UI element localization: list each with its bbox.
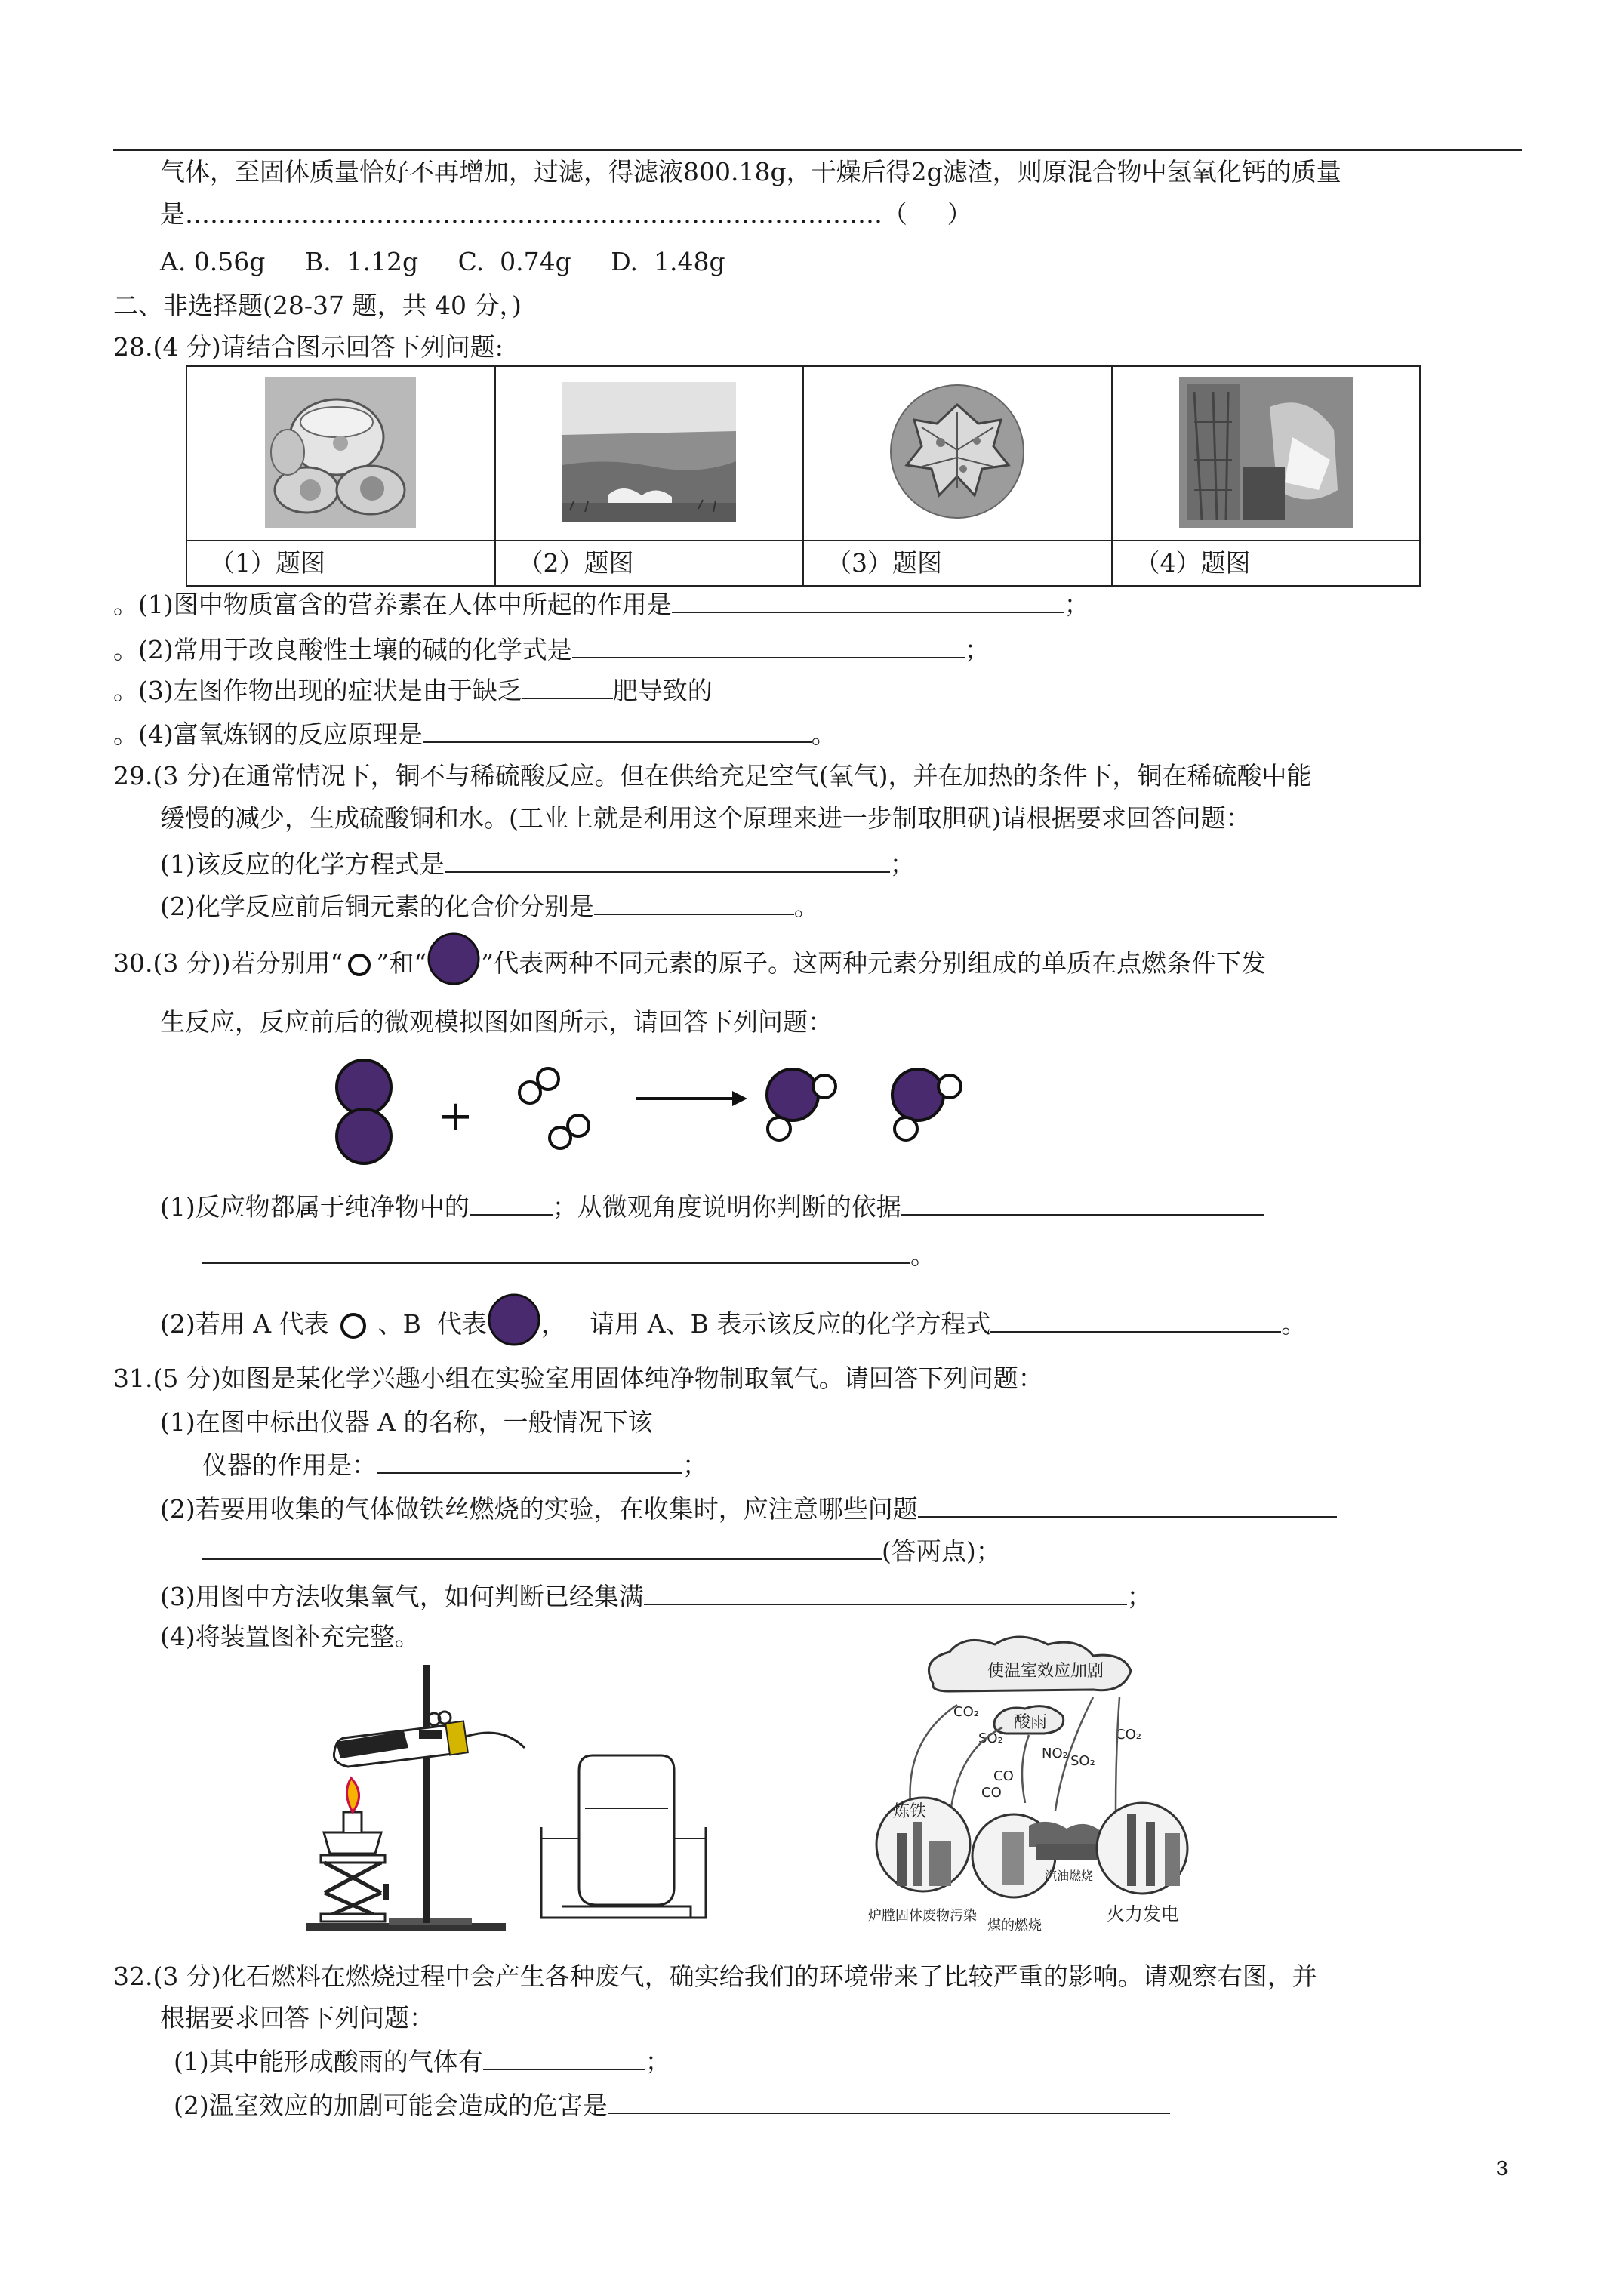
q31-title: 31.(5 分)如图是某化学兴趣小组在实验室用固体纯净物制取氧气。请回答下列问题： xyxy=(113,1364,1043,1393)
food-photo xyxy=(265,377,416,528)
answer-blank[interactable] xyxy=(672,589,1064,613)
answer-blank[interactable] xyxy=(202,1536,882,1560)
co-label: CO xyxy=(981,1785,1002,1801)
q30-part1: (1)反应物都属于纯净物中的 ；从微观角度说明你判断的依据 xyxy=(160,1191,1264,1222)
reactant-purple-molecule xyxy=(337,1060,391,1163)
answer-blank[interactable] xyxy=(901,1191,1264,1216)
co-label: CO xyxy=(993,1768,1014,1784)
q27-options: A. 0.56g B. 1.12g C. 0.74g D. 1.48g xyxy=(160,247,725,276)
figure-2-caption: （2）题图 xyxy=(495,541,804,586)
q28-part4: 。(4)富氧炼钢的反应原理是 。 xyxy=(113,720,836,749)
answer-blank[interactable] xyxy=(483,2046,645,2070)
acid-rain-label: 酸雨 xyxy=(1014,1713,1048,1732)
answer-blank[interactable] xyxy=(990,1308,1281,1333)
alcohol-lamp xyxy=(324,1778,381,1854)
figure-1-cell xyxy=(186,366,495,541)
product-molecule-1 xyxy=(767,1069,836,1140)
answer-blank[interactable] xyxy=(572,634,965,658)
answer-blank[interactable] xyxy=(423,719,812,743)
co2-label: CO₂ xyxy=(953,1704,979,1720)
plus-sign: + xyxy=(438,1092,473,1141)
section-heading: 二、非选择题(28-37 题，共 40 分，) xyxy=(113,291,522,320)
leaf-photo xyxy=(888,382,1027,522)
figure-4-cell xyxy=(1112,366,1421,541)
white-atom-icon xyxy=(343,950,376,980)
q30-part2: (2)若用 A 代表 、B 代表 ， 请用 A、B 表示该反应的化学方程式 。 xyxy=(160,1305,1306,1347)
co2-label: CO₂ xyxy=(1116,1727,1141,1743)
figure-1-caption: （1）题图 xyxy=(186,541,495,586)
answer-blank[interactable] xyxy=(470,1191,553,1216)
answer-blank[interactable] xyxy=(594,891,794,915)
lab-jack xyxy=(321,1855,389,1922)
figure-2-cell xyxy=(495,366,804,541)
answer-blank[interactable] xyxy=(644,1581,1127,1605)
pollution-diagram xyxy=(867,1629,1221,1937)
furnace-waste-label: 炉膛固体废物污染 xyxy=(868,1908,977,1924)
so2-label: SO₂ xyxy=(978,1730,1003,1746)
q31-part3: (3)用图中方法收集氧气，如何判断已经集满 ； xyxy=(160,1582,1152,1611)
page-number: 3 xyxy=(1496,2156,1508,2180)
purple-atom-icon xyxy=(427,932,481,986)
q28-figure-table xyxy=(186,365,1421,587)
purple-atom-icon xyxy=(487,1293,541,1347)
q29-part1: (1)该反应的化学方程式是 ； xyxy=(160,849,915,879)
white-atom-icon xyxy=(337,1311,370,1341)
oxygen-apparatus-diagram xyxy=(298,1657,774,1944)
answer-blank[interactable] xyxy=(918,1493,1337,1518)
fuel-label: 汽油燃烧 xyxy=(1045,1869,1094,1883)
q31-part2-continued: (答两点)； xyxy=(202,1536,1001,1567)
q29-text-2: 缓慢的减少，生成硫酸铜和水。(工业上就是利用这个原理来进一步制取胆矾)请根据要求回答问题： xyxy=(160,803,1251,833)
q29-text-1: 29.(3 分)在通常情况下，铜不与稀硫酸反应。但在供给充足空气(氧气)，并在加热的条件下，铜在稀硫酸中能 xyxy=(113,761,1312,791)
q31-part1-a: (1)在图中标出仪器 A 的名称，一般情况下该 xyxy=(160,1407,653,1437)
q28-part3: 。(3)左图作物出现的症状是由于缺乏 肥导致的 xyxy=(113,676,713,705)
steelmaking-photo xyxy=(1179,377,1353,528)
answer-blank[interactable] xyxy=(377,1450,682,1474)
figure-3-cell xyxy=(803,366,1112,541)
figure-4-caption: （4）题图 xyxy=(1112,541,1421,586)
q32-part2: (2)温室效应的加剧可能会造成的危害是 xyxy=(174,2090,1170,2121)
q31-part1-b: 仪器的作用是： ； xyxy=(202,1450,707,1480)
q28-part2: 。(2)常用于改良酸性土壤的碱的化学式是 ； xyxy=(113,635,990,664)
q30-text-1: 30.(3 分))若分别用“ ”和“ ”代表两种不同元素的原子。这两种元素分别组成的单质在点燃条件下发 xyxy=(113,944,1266,986)
q32-text-1: 32.(3 分)化石燃料在燃烧过程中会产生各种废气，确实给我们的环境带来了比较严重的影响。请观察右图，并 xyxy=(113,1962,1317,1991)
coal-burning-label: 煤的燃烧 xyxy=(987,1918,1042,1934)
reactant-white-molecules xyxy=(519,1068,589,1148)
power-generation-label: 火力发电 xyxy=(1107,1903,1179,1925)
answer-blank[interactable] xyxy=(445,849,890,873)
field-photo xyxy=(562,382,736,522)
figure-3-caption: （3）题图 xyxy=(803,541,1112,586)
product-molecule-2 xyxy=(892,1069,961,1140)
reaction-arrow xyxy=(636,1091,747,1106)
q27-continued-line: 气体，至固体质量恰好不再增加，过滤，得滤液800.18g，干燥后得2g滤渣，则原混合物中氢氧化钙的质量 xyxy=(160,157,1341,186)
q29-part2: (2)化学反应前后铜元素的化合价分别是 。 xyxy=(160,892,819,921)
q27-answer-line: 是…………………………………………………………………………（ ） xyxy=(160,199,972,229)
q31-part2: (2)若要用收集的气体做铁丝燃烧的实验，在收集时，应注意哪些问题 xyxy=(160,1493,1337,1524)
q32-text-2: 根据要求回答下列问题： xyxy=(160,2003,434,2032)
q32-part1: (1)其中能形成酸雨的气体有 ； xyxy=(174,2047,670,2076)
q28-part1: 。(1)图中物质富含的营养素在人体中所起的作用是 ； xyxy=(113,590,1089,619)
answer-blank[interactable] xyxy=(202,1240,910,1264)
so2-label: SO₂ xyxy=(1070,1753,1095,1769)
answer-blank[interactable] xyxy=(522,675,613,699)
ironmaking-label: 炼铁 xyxy=(893,1802,927,1821)
q30-text-2: 生反应，反应前后的微观模拟图如图所示，请回答下列问题： xyxy=(160,1007,833,1037)
q31-part4: (4)将装置图补充完整。 xyxy=(160,1622,420,1651)
answer-blank[interactable] xyxy=(608,2090,1170,2114)
diagram-top-label: 使温室效应加剧 xyxy=(987,1662,1104,1681)
top-rule xyxy=(113,149,1522,151)
q28-title: 28.(4 分)请结合图示回答下列问题: xyxy=(113,332,504,362)
no2-label: NO₂ xyxy=(1042,1746,1068,1761)
water-trough xyxy=(541,1755,706,1918)
q30-part1-continued: 。 xyxy=(202,1240,935,1271)
reaction-micro-diagram xyxy=(325,1053,974,1174)
